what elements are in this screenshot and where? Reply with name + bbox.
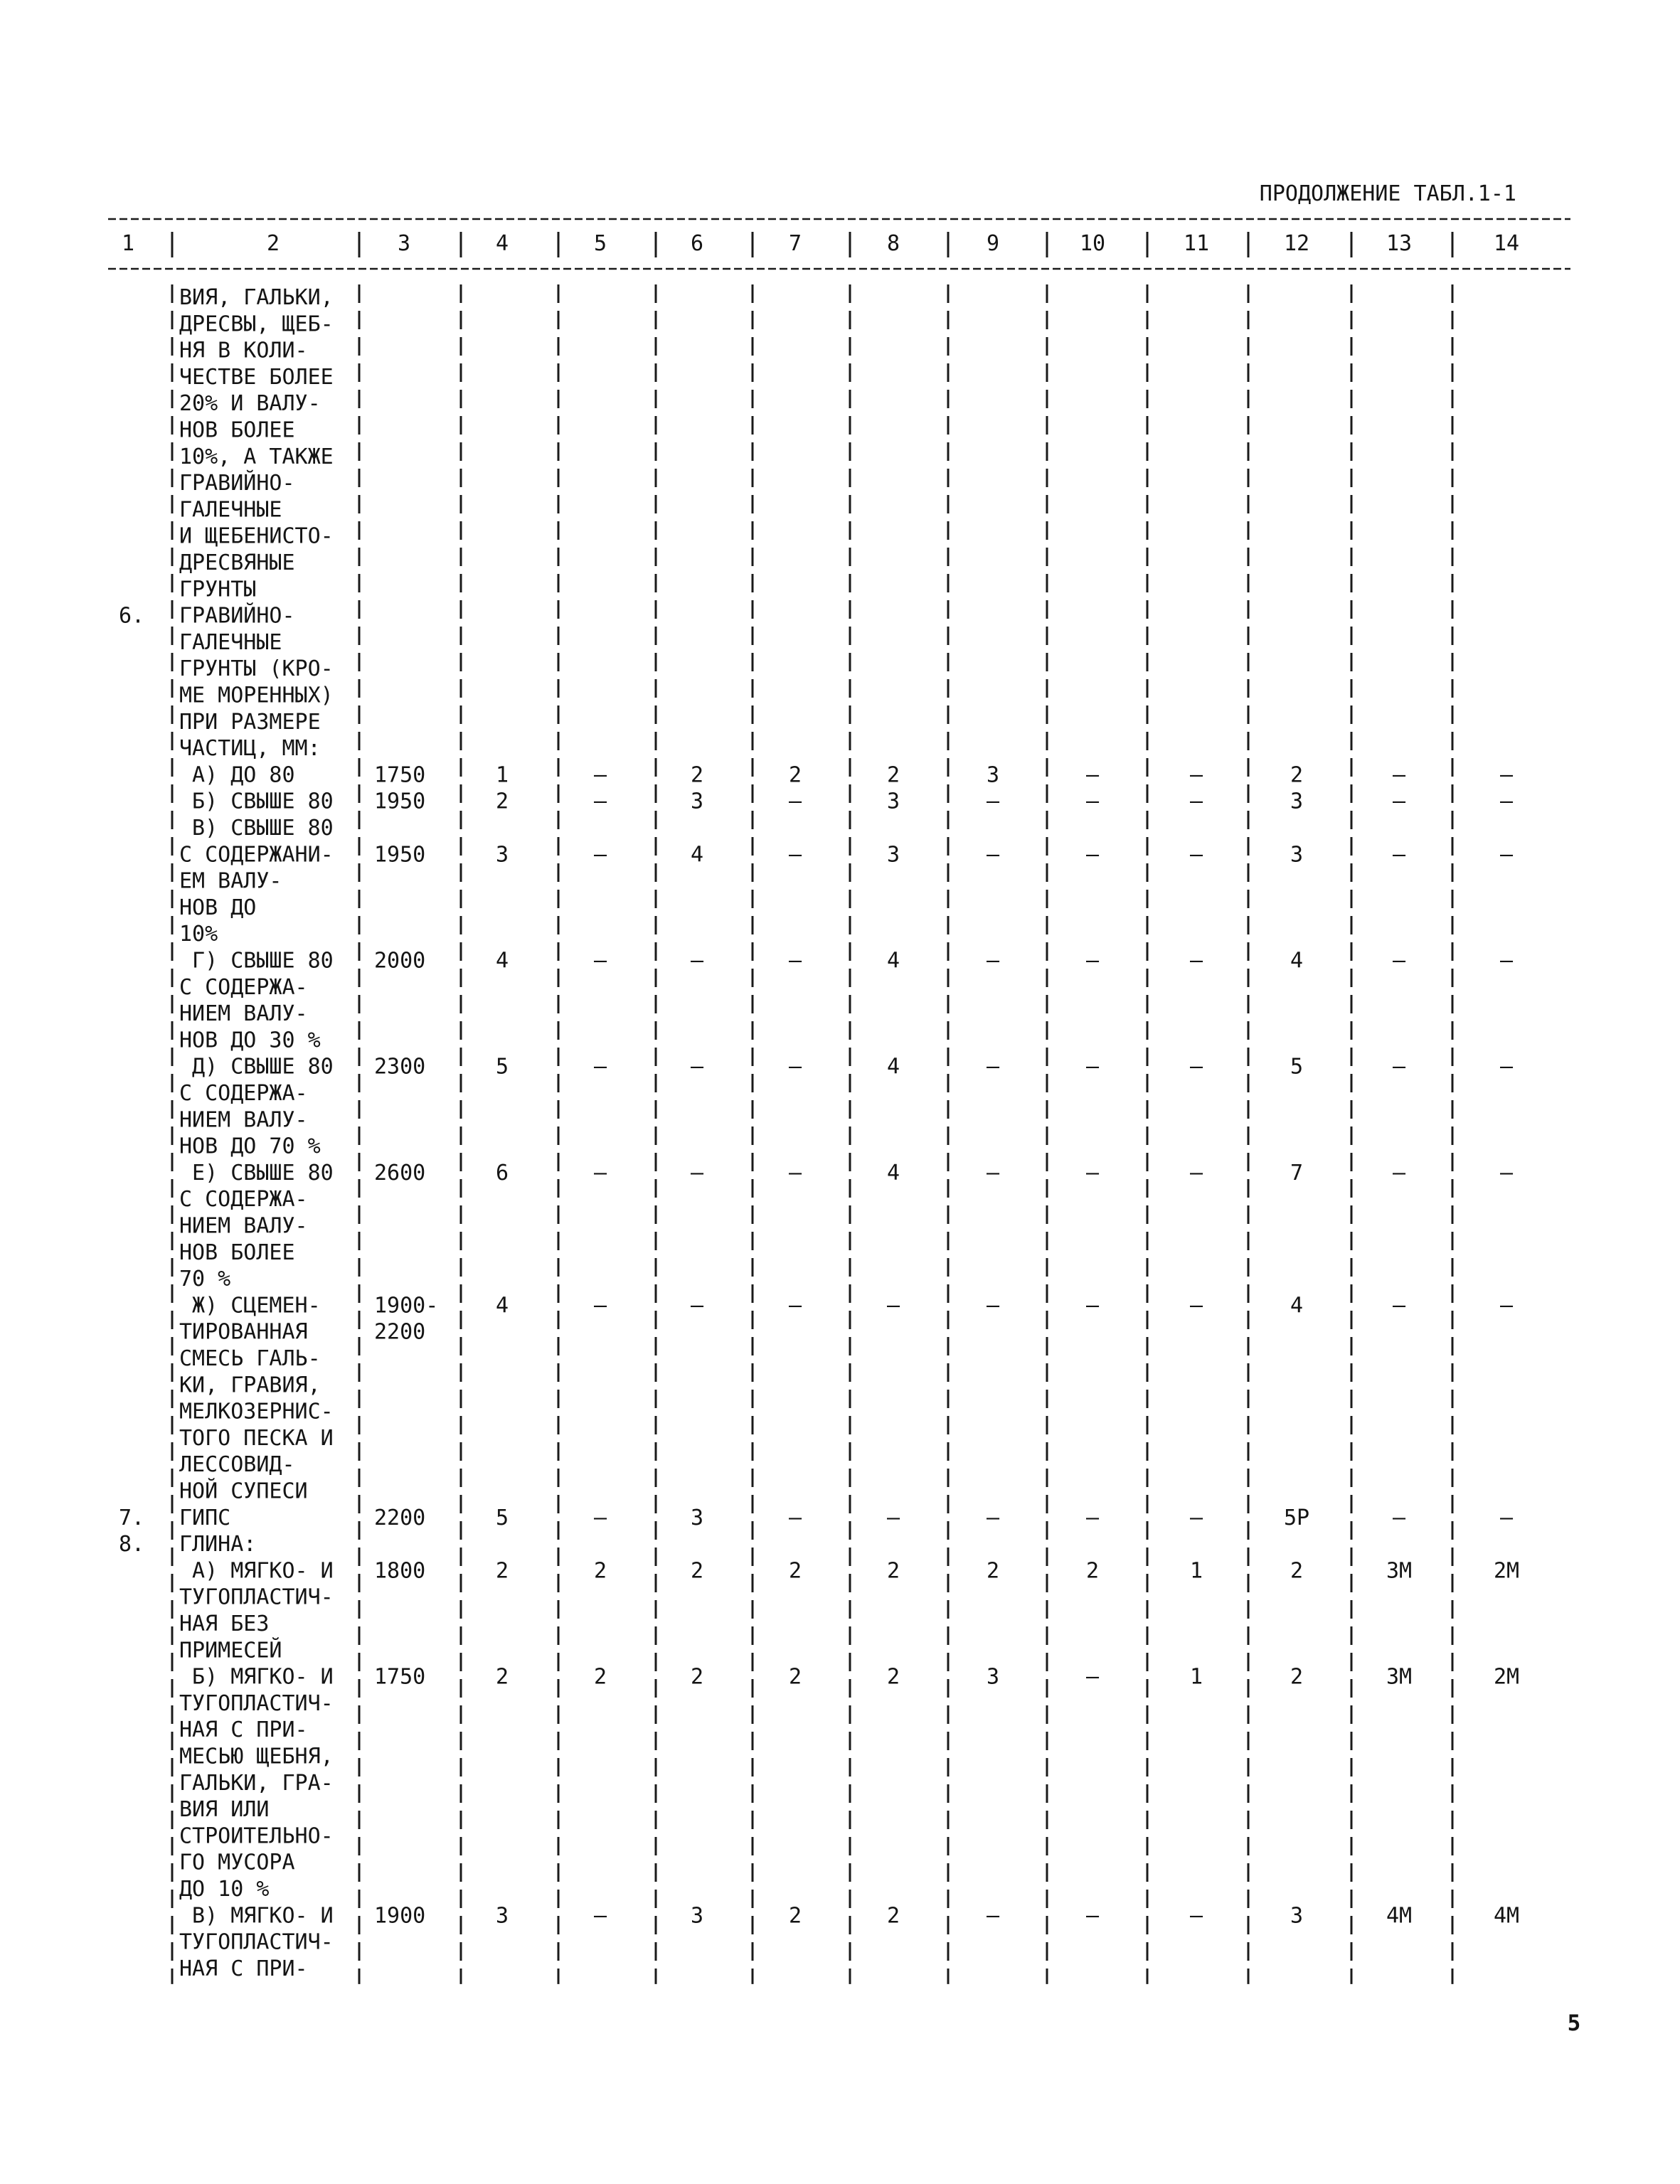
- row-description-line: ЛЕССОВИД-: [179, 1452, 295, 1478]
- cell-col-9: –: [986, 1054, 1000, 1080]
- cell-col-9: –: [986, 842, 1000, 868]
- row-description-line: С СОДЕРЖА-: [179, 974, 308, 1000]
- column-header-3: 3: [397, 231, 411, 256]
- row-description-line: Б) МЯГКО- И: [179, 1664, 334, 1690]
- cell-col-14: 2М: [1493, 1664, 1520, 1690]
- cell-col-11: –: [1189, 1903, 1203, 1929]
- cell-col-5: –: [593, 1903, 607, 1929]
- row-description-line: С СОДЕРЖА-: [179, 1187, 308, 1213]
- table-continuation-title: ПРОДОЛЖЕНИЕ ТАБЛ.1-1: [1259, 181, 1516, 206]
- cell-col-10: –: [1085, 1054, 1100, 1080]
- row-description-line: НАЯ БЕЗ: [179, 1612, 270, 1636]
- cell-col-10: –: [1085, 948, 1100, 974]
- row-description-line: МЕ МОРЕННЫХ): [179, 683, 334, 708]
- row-description-line: ДО 10 %: [179, 1877, 270, 1902]
- column-header-8: 8: [886, 231, 900, 256]
- row-description-line: КИ, ГРАВИЯ,: [179, 1373, 321, 1398]
- cell-col-13: –: [1392, 1160, 1406, 1186]
- cell-col-6: 2: [690, 1664, 704, 1690]
- row-description-line: СМЕСЬ ГАЛЬ-: [179, 1346, 321, 1371]
- cell-col-13: –: [1392, 842, 1406, 868]
- cell-col-5: 2: [593, 1558, 607, 1584]
- row-description-line: НОВ ДО: [179, 895, 257, 920]
- cell-col-5: –: [593, 789, 607, 814]
- cell-col-4: 2: [495, 789, 509, 814]
- row-description-line: ГРУНТЫ: [179, 577, 257, 602]
- cell-col-4: 5: [495, 1505, 509, 1530]
- cell-col-11: –: [1189, 789, 1203, 814]
- column-header-12: 12: [1283, 231, 1310, 256]
- cell-col-13: –: [1392, 789, 1406, 814]
- row-description-line: ГРАВИЙНО-: [179, 471, 295, 496]
- cell-col-7: –: [788, 1505, 802, 1530]
- cell-col-4: 6: [495, 1160, 509, 1186]
- cell-col-8: 4: [886, 1160, 900, 1186]
- row-description-line: В) СВЫШЕ 80: [179, 816, 334, 841]
- cell-col-14: –: [1499, 1054, 1514, 1080]
- cell-col-4: 4: [495, 948, 509, 974]
- cell-col-7: –: [788, 1160, 802, 1186]
- row-description-line: ТИРОВАННАЯ: [179, 1319, 308, 1345]
- cell-col-14: –: [1499, 1293, 1514, 1319]
- row-description-line: ГЛИНА:: [179, 1532, 257, 1557]
- cell-col-5: –: [593, 1160, 607, 1186]
- cell-col-12: 2: [1290, 1558, 1304, 1584]
- table-body: [119, 285, 1519, 1981]
- cell-col-4: 5: [495, 1054, 509, 1080]
- row-description-line: ГИПС: [179, 1505, 231, 1530]
- cell-col-5: –: [593, 1293, 607, 1319]
- cell-col-6: –: [690, 1293, 704, 1319]
- row-description-line: Е) СВЫШЕ 80: [179, 1160, 334, 1186]
- row-density: 2200: [374, 1505, 426, 1530]
- cell-col-10: –: [1085, 1160, 1100, 1186]
- cell-col-9: 2: [986, 1558, 1000, 1584]
- cell-col-4: 3: [495, 1903, 509, 1929]
- row-description-line: НОВ ДО 30 %: [179, 1028, 321, 1053]
- cell-col-6: 3: [690, 789, 704, 814]
- row-description-line: ГРАВИЙНО-: [179, 603, 295, 629]
- cell-col-13: 4М: [1386, 1903, 1413, 1929]
- cell-col-7: –: [788, 842, 802, 868]
- row-description-line: ТОГО ПЕСКА И: [179, 1425, 334, 1451]
- cell-col-10: –: [1085, 1505, 1100, 1530]
- table-row: [119, 1532, 256, 1557]
- row-description-line: ЧАСТИЦ, ММ:: [179, 736, 321, 762]
- table-row: [179, 1161, 1514, 1291]
- row-description-line: ВИЯ, ГАЛЬКИ,: [179, 285, 334, 310]
- cell-col-11: –: [1189, 1293, 1203, 1319]
- cell-col-10: –: [1085, 1293, 1100, 1319]
- row-description-line: ТУГОПЛАСТИЧ-: [179, 1929, 334, 1955]
- row-density: 2000: [374, 948, 426, 974]
- table-row: [179, 949, 1514, 1053]
- row-description-line: ТУГОПЛАСТИЧ-: [179, 1584, 334, 1610]
- cell-col-7: –: [788, 1054, 802, 1080]
- column-header-4: 4: [495, 231, 509, 256]
- row-density: 1750: [374, 762, 426, 788]
- cell-col-4: 4: [495, 1293, 509, 1319]
- row-description-line: НОЙ СУПЕСИ: [179, 1479, 308, 1504]
- table-row: [179, 762, 1514, 787]
- table-row: [179, 816, 1514, 947]
- row-density: 2300: [374, 1054, 426, 1080]
- column-header-6: 6: [690, 231, 704, 256]
- cell-col-5: –: [593, 948, 607, 974]
- row-description-line: ТУГОПЛАСТИЧ-: [179, 1690, 334, 1716]
- cell-col-6: –: [690, 1054, 704, 1080]
- cell-col-8: 2: [886, 1903, 900, 1929]
- row-description-line: И ЩЕБЕНИСТО-: [179, 523, 334, 549]
- row-description-line: НЯ В КОЛИ-: [179, 338, 308, 363]
- row-description-line: 70 %: [179, 1267, 231, 1292]
- table-row: [179, 1055, 1514, 1159]
- table-row: [119, 1506, 1514, 1530]
- column-header-13: 13: [1386, 231, 1413, 256]
- cell-col-4: 2: [495, 1664, 509, 1690]
- cell-col-9: –: [986, 1505, 1000, 1530]
- row-description-line: НОВ ДО 70 %: [179, 1134, 321, 1159]
- row-description-line: ПРИ РАЗМЕРЕ: [179, 709, 321, 735]
- cell-col-13: –: [1392, 762, 1406, 788]
- column-header-5: 5: [593, 231, 607, 256]
- cell-col-7: 2: [788, 1664, 802, 1690]
- row-description-line: ВИЯ ИЛИ: [179, 1797, 270, 1823]
- row-density: 1750: [374, 1664, 426, 1690]
- cell-col-14: –: [1499, 762, 1514, 788]
- row-description-line: МЕЛКОЗЕРНИС-: [179, 1399, 334, 1424]
- cell-col-11: –: [1189, 762, 1203, 788]
- column-header-9: 9: [986, 231, 1000, 256]
- row-description-line: СТРОИТЕЛЬНО-: [179, 1823, 334, 1849]
- row-description-line: 10%, А ТАКЖЕ: [179, 444, 334, 469]
- cell-col-4: 1: [495, 762, 509, 788]
- row-number: 6.: [118, 603, 145, 629]
- cell-col-9: –: [986, 1160, 1000, 1186]
- row-description-line: МЕСЬЮ ЩЕБНЯ,: [179, 1744, 334, 1769]
- cell-col-6: 3: [690, 1505, 704, 1530]
- row-description-line: ГРУНТЫ (КРО-: [179, 656, 334, 682]
- cell-col-13: 3М: [1386, 1558, 1413, 1584]
- row-description-line: Ж) СЦЕМЕН-: [179, 1293, 321, 1319]
- cell-col-13: 3М: [1386, 1664, 1413, 1690]
- cell-col-10: –: [1085, 1664, 1100, 1690]
- cell-col-10: –: [1085, 789, 1100, 814]
- column-header-11: 11: [1183, 231, 1210, 256]
- cell-col-13: –: [1392, 948, 1406, 974]
- cell-col-8: 4: [886, 948, 900, 974]
- cell-col-7: –: [788, 1293, 802, 1319]
- cell-col-11: 1: [1189, 1664, 1203, 1690]
- cell-col-14: –: [1499, 789, 1514, 814]
- table-row: [119, 603, 334, 762]
- cell-col-5: –: [593, 1054, 607, 1080]
- table-row: [179, 285, 334, 602]
- row-description-line: НАЯ С ПРИ-: [179, 1956, 308, 1981]
- cell-col-8: –: [886, 1293, 900, 1319]
- row-description-line: ДРЕСВЯНЫЕ: [179, 550, 295, 575]
- row-description-line: НИЕМ ВАЛУ-: [179, 1001, 308, 1027]
- row-density-continued: 2200: [374, 1319, 426, 1345]
- row-description-line: ГО МУСОРА: [179, 1850, 295, 1875]
- row-description-line: НОВ БОЛЕЕ: [179, 1240, 295, 1265]
- cell-col-9: –: [986, 1903, 1000, 1929]
- row-density: 1950: [374, 789, 426, 814]
- cell-col-13: –: [1392, 1505, 1406, 1530]
- cell-col-5: –: [593, 1505, 607, 1530]
- cell-col-8: 2: [886, 1664, 900, 1690]
- cell-col-12: 4: [1290, 1293, 1304, 1319]
- cell-col-13: –: [1392, 1293, 1406, 1319]
- cell-col-6: –: [690, 948, 704, 974]
- row-description-line: ГАЛЕЧНЫЕ: [179, 629, 282, 655]
- cell-col-14: –: [1499, 948, 1514, 974]
- cell-col-11: –: [1189, 1505, 1203, 1530]
- cell-col-12: 2: [1290, 1664, 1304, 1690]
- cell-col-12: 3: [1290, 842, 1304, 868]
- table-row: [179, 1293, 1514, 1503]
- cell-col-8: –: [886, 1505, 900, 1530]
- row-density: 1900: [374, 1903, 426, 1929]
- cell-col-7: 2: [788, 1558, 802, 1584]
- column-header-10: 10: [1079, 231, 1106, 256]
- page-number: 5: [1567, 2010, 1581, 2036]
- cell-col-7: –: [788, 789, 802, 814]
- cell-col-6: 2: [690, 762, 704, 788]
- row-description-line: ГАЛЕЧНЫЕ: [179, 497, 282, 523]
- row-description-line: 20% И ВАЛУ-: [179, 391, 321, 417]
- row-description-line: С СОДЕРЖА-: [179, 1081, 308, 1106]
- cell-col-10: 2: [1085, 1558, 1100, 1584]
- cell-col-12: 4: [1290, 948, 1304, 974]
- row-description-line: НОВ БОЛЕЕ: [179, 417, 295, 443]
- cell-col-5: –: [593, 842, 607, 868]
- row-description-line: В) МЯГКО- И: [179, 1903, 334, 1929]
- row-description-line: А) МЯГКО- И: [179, 1558, 334, 1584]
- cell-col-10: –: [1085, 762, 1100, 788]
- cell-col-12: 3: [1290, 789, 1304, 814]
- cell-col-7: 2: [788, 762, 802, 788]
- row-description-line: НИЕМ ВАЛУ-: [179, 1213, 308, 1239]
- row-description-line: А) ДО 80: [179, 762, 295, 788]
- row-description-line: Д) СВЫШЕ 80: [179, 1054, 334, 1080]
- row-description-line: ДРЕСВЫ, ЩЕБ-: [179, 311, 334, 337]
- row-density: 1800: [374, 1558, 426, 1584]
- cell-col-8: 3: [886, 842, 900, 868]
- cell-col-9: 3: [986, 762, 1000, 788]
- row-description-line: НИЕМ ВАЛУ-: [179, 1107, 308, 1133]
- cell-col-8: 4: [886, 1054, 900, 1080]
- row-description-line: С СОДЕРЖАНИ-: [179, 842, 334, 868]
- cell-col-7: –: [788, 948, 802, 974]
- cell-col-12: 5Р: [1283, 1505, 1310, 1530]
- cell-col-11: –: [1189, 1054, 1203, 1080]
- cell-col-8: 2: [886, 1558, 900, 1584]
- cell-col-6: 2: [690, 1558, 704, 1584]
- cell-col-5: 2: [593, 1664, 607, 1690]
- cell-col-10: –: [1085, 842, 1100, 868]
- cell-col-8: 2: [886, 762, 900, 788]
- cell-col-13: –: [1392, 1054, 1406, 1080]
- row-description-line: ЧЕСТВЕ БОЛЕЕ: [179, 364, 334, 390]
- column-header-14: 14: [1493, 231, 1520, 256]
- cell-col-5: –: [593, 762, 607, 788]
- cell-col-14: –: [1499, 1505, 1514, 1530]
- row-density: 1900-: [374, 1293, 439, 1319]
- row-description-line: ЕМ ВАЛУ-: [179, 868, 282, 894]
- cell-col-14: 4М: [1493, 1903, 1520, 1929]
- cell-col-8: 3: [886, 789, 900, 814]
- cell-col-14: –: [1499, 842, 1514, 868]
- table-rules: [108, 219, 1570, 1984]
- cell-col-4: 2: [495, 1558, 509, 1584]
- cell-col-12: 2: [1290, 762, 1304, 788]
- row-description-line: Б) СВЫШЕ 80: [179, 789, 334, 814]
- row-number: 8.: [118, 1532, 145, 1557]
- row-density: 2600: [374, 1160, 426, 1186]
- cell-col-6: 3: [690, 1903, 704, 1929]
- row-description-line: 10%: [179, 922, 218, 947]
- row-number: 7.: [118, 1505, 145, 1530]
- column-header-2: 2: [266, 231, 280, 256]
- cell-col-14: 2М: [1493, 1558, 1520, 1584]
- column-header-row: [122, 231, 1519, 257]
- row-description-line: ГАЛЬКИ, ГРА-: [179, 1770, 334, 1796]
- cell-col-7: 2: [788, 1903, 802, 1929]
- cell-col-11: 1: [1189, 1558, 1203, 1584]
- cell-col-12: 3: [1290, 1903, 1304, 1929]
- row-density: 1950: [374, 842, 426, 868]
- cell-col-11: –: [1189, 1160, 1203, 1186]
- cell-col-11: –: [1189, 842, 1203, 868]
- cell-col-11: –: [1189, 948, 1203, 974]
- cell-col-4: 3: [495, 842, 509, 868]
- row-description-line: ПРИМЕСЕЙ: [179, 1638, 282, 1663]
- cell-col-9: –: [986, 789, 1000, 814]
- cell-col-9: –: [986, 948, 1000, 974]
- column-header-1: 1: [121, 231, 135, 256]
- column-header-7: 7: [788, 231, 802, 256]
- cell-col-9: –: [986, 1293, 1000, 1319]
- cell-col-14: –: [1499, 1160, 1514, 1186]
- cell-col-10: –: [1085, 1903, 1100, 1929]
- cell-col-12: 5: [1290, 1054, 1304, 1080]
- cell-col-12: 7: [1290, 1160, 1304, 1186]
- cell-col-6: 4: [690, 842, 704, 868]
- row-description-line: НАЯ С ПРИ-: [179, 1717, 308, 1743]
- cell-col-6: –: [690, 1160, 704, 1186]
- row-description-line: Г) СВЫШЕ 80: [179, 948, 334, 974]
- table-row: [179, 789, 1514, 814]
- cell-col-9: 3: [986, 1664, 1000, 1690]
